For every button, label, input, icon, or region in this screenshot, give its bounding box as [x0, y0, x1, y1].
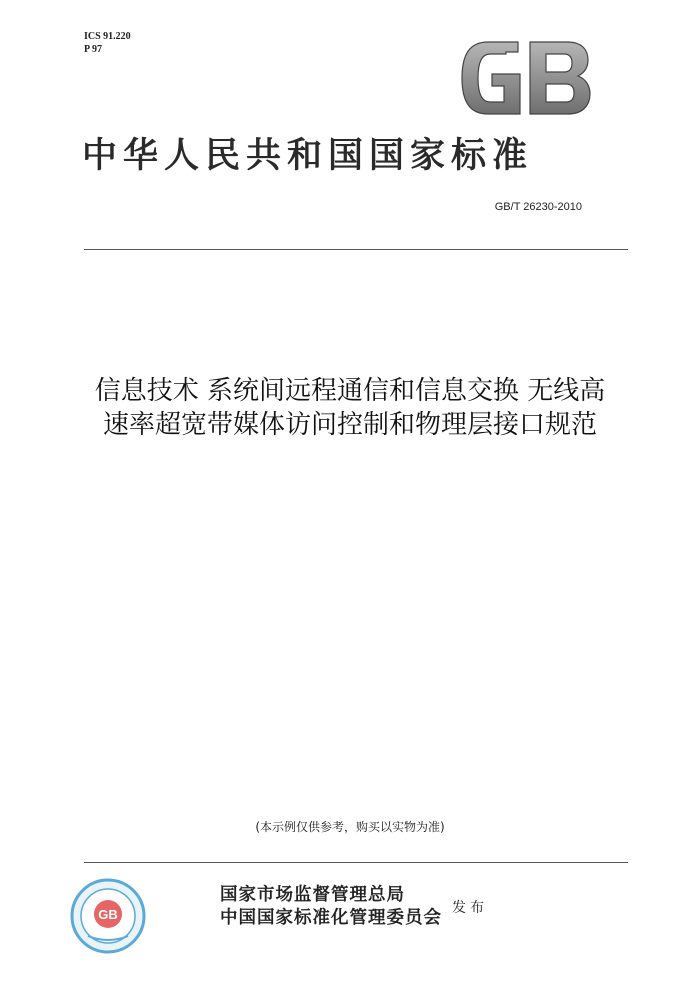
national-standard-title: 中华人民共和国国家标准	[82, 136, 534, 176]
title-line-1: 信息技术 系统间远程通信和信息交换 无线高	[94, 376, 606, 406]
title-line-2: 速率超宽带媒体访问控制和物理层接口规范	[102, 410, 597, 440]
svg-text:GB: GB	[98, 907, 118, 922]
issuer-line-2: 中国国家标准化管理委员会	[220, 908, 442, 928]
header-divider	[84, 249, 628, 250]
sample-note: (本示例仅供参考，购买以实物为准)	[255, 820, 445, 834]
footer-divider	[84, 862, 628, 863]
issuer-line-1: 国家市场监督管理总局	[220, 885, 405, 905]
standards-seal-icon	[70, 878, 146, 954]
gb-logo	[458, 40, 594, 116]
standard-number: GB/T 26230-2010	[494, 201, 582, 213]
issuing-authorities	[220, 884, 442, 930]
ics-code: ICS 91.220	[84, 31, 131, 42]
document-title	[0, 374, 700, 442]
category-code: P 97	[84, 44, 103, 55]
issue-label: 发布	[452, 900, 488, 916]
ics-block	[84, 30, 131, 56]
